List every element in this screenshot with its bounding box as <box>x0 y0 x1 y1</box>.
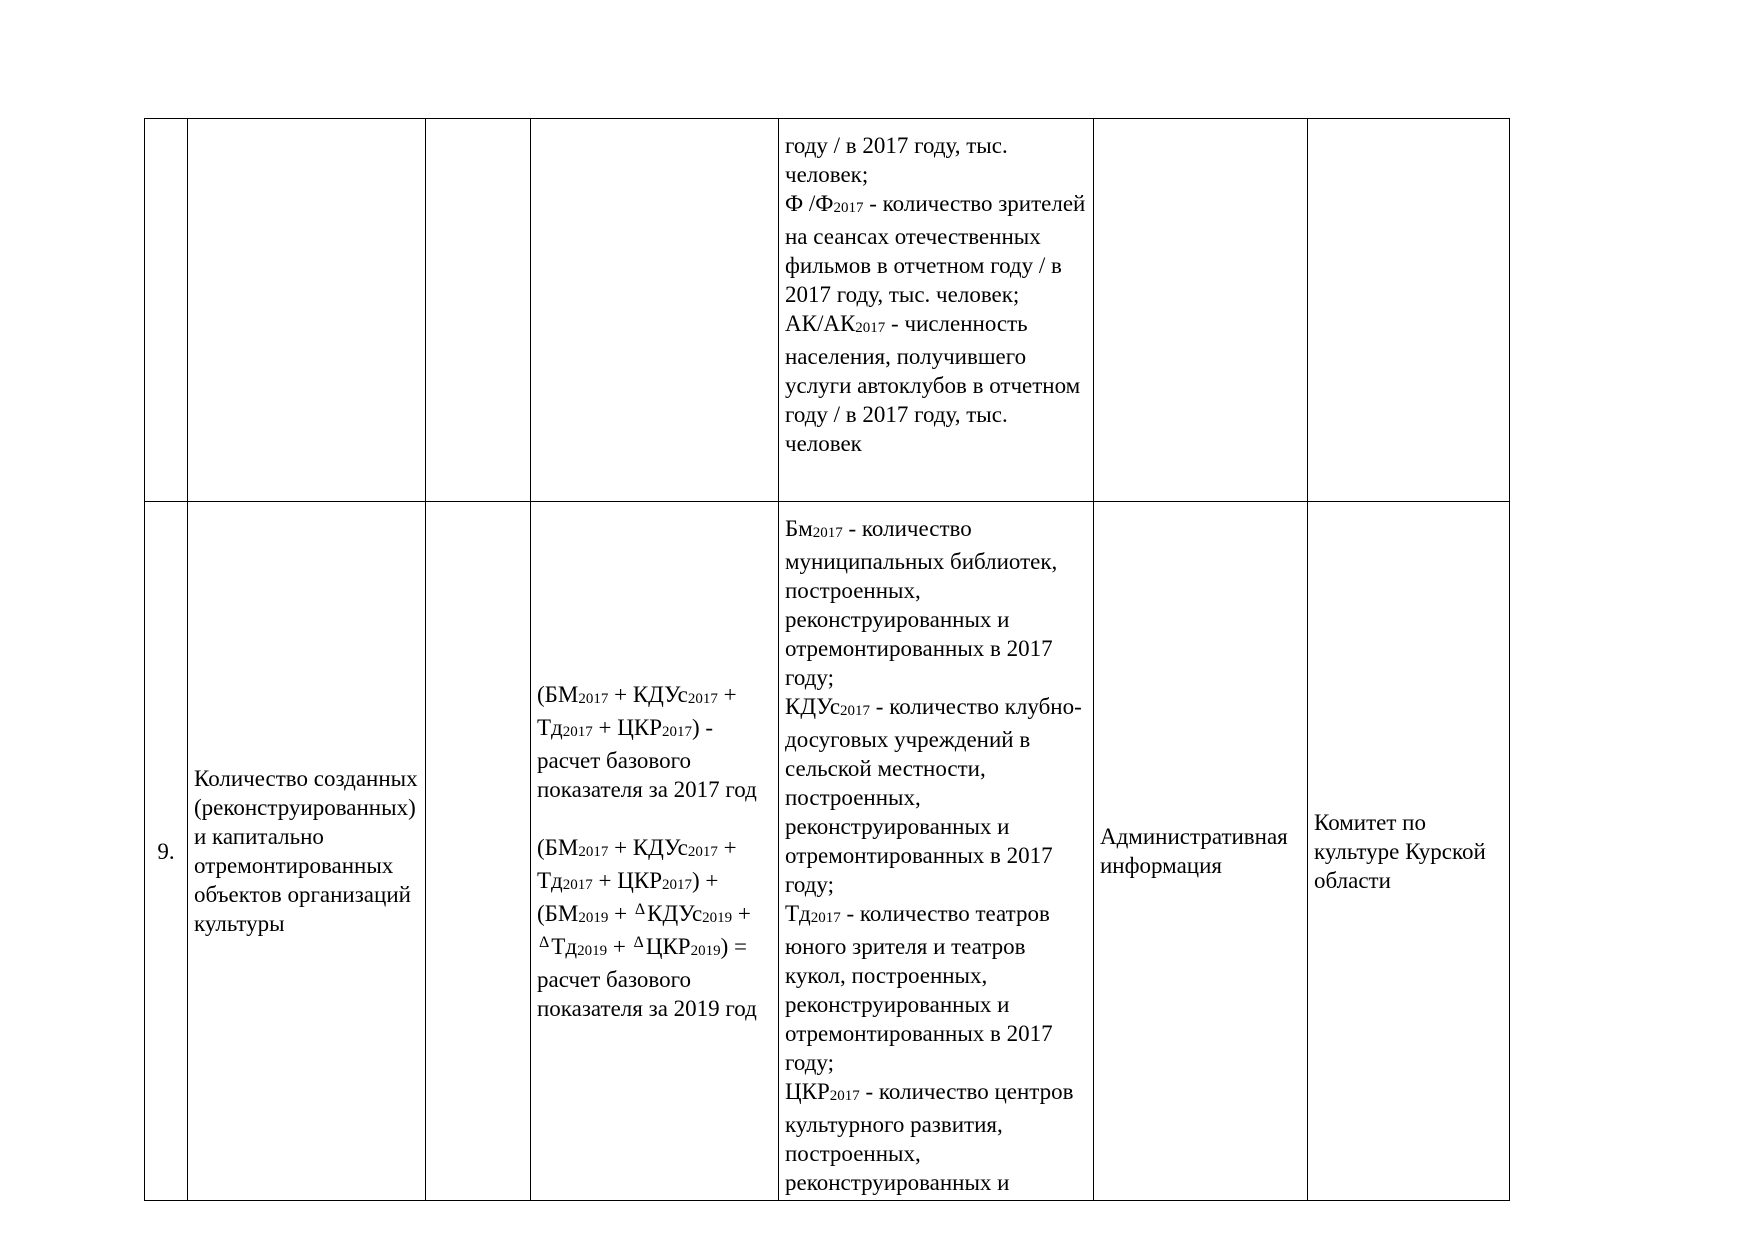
definition-kdus: КДУс$_{2017}$ - количество клубно-досуговых учреждений в сельской местности, построенных, реконструированных и отремонтированных в 2017 году; <box>785 694 1082 897</box>
def-text: - количество зрителей на сеансах отечественных фильмов в отчетном году / в 2017 году, тыс. человек; <box>785 191 1086 307</box>
def-text: - численность населения, получившего услуги автоклубов в отчетном году / в 2017 году, тыс. человек <box>785 311 1081 456</box>
cell-unit-empty <box>426 119 531 502</box>
cell-source-empty <box>1094 119 1308 502</box>
definition-td: $Тд_{2017}$ - количество театров юного зрителя и театров кукол, построенных, реконструированных и отремонтированных в 2017 году; <box>785 901 1053 1075</box>
def-sub: 2017 <box>855 320 886 336</box>
cell-data-source: Административная информация <box>1094 502 1308 1201</box>
definition-line: году / в 2017 году, тыс. человек; <box>785 133 1008 187</box>
cell-formula <box>531 502 779 1201</box>
definition-bm: $Бм_{2017}$ - количество муниципальных библиотек, построенных, реконструированных и отремонтированных в 2017 году; <box>785 516 1058 690</box>
table-row-continuation <box>145 119 1510 502</box>
delta-symbol: Δ <box>633 933 644 951</box>
definition-ak <box>785 309 1087 458</box>
definition-ckr: $ЦКР_{2017}$ - количество центров культурного развития, построенных, реконструированных и <box>785 1079 1074 1195</box>
cell-responsible-empty <box>1308 119 1510 502</box>
formula-base-2017: ($БМ_{2017}$ + КДУс$_{2017}$ + $Тд_{2017} + ЦКР_{2017}$) - расчет базового показателя за 2017 год <box>537 681 757 802</box>
indicators-table <box>144 118 1510 1201</box>
cell-definitions <box>779 502 1094 1201</box>
cell-formula-empty <box>531 119 779 502</box>
cell-number-empty <box>145 119 188 502</box>
cell-indicator-name: Количество созданных (реконструированных) и капитально отремонтированных объектов организаций культуры <box>188 502 426 1201</box>
delta-symbol: Δ <box>634 900 646 918</box>
formula-base-2019: ($БМ_{2017}$ + КДУс$_{2017}$ + $Тд_{2017} + ЦКР_{2017}) + (БМ_{2019}$ + $^\Delta$КДУс$_{2019}$ + $^\Delta Тд_{2019} + ^\Delta ЦКР_{2019}$) = расчет базового показателя за 2019 год <box>537 834 757 1021</box>
cell-name-empty <box>188 119 426 502</box>
table-row-9 <box>145 502 1510 1201</box>
def-code: АК/АК <box>785 311 856 336</box>
cell-responsible: Комитет по культуре Курской области <box>1308 502 1510 1201</box>
delta-symbol: Δ <box>539 933 550 951</box>
def-code: Ф /Ф <box>785 191 834 216</box>
def-sub: 2017 <box>833 200 864 216</box>
cell-unit-empty <box>426 502 531 1201</box>
cell-definitions-continued <box>779 119 1094 502</box>
cell-row-number: 9. <box>145 502 188 1201</box>
definition-f <box>785 189 1087 309</box>
